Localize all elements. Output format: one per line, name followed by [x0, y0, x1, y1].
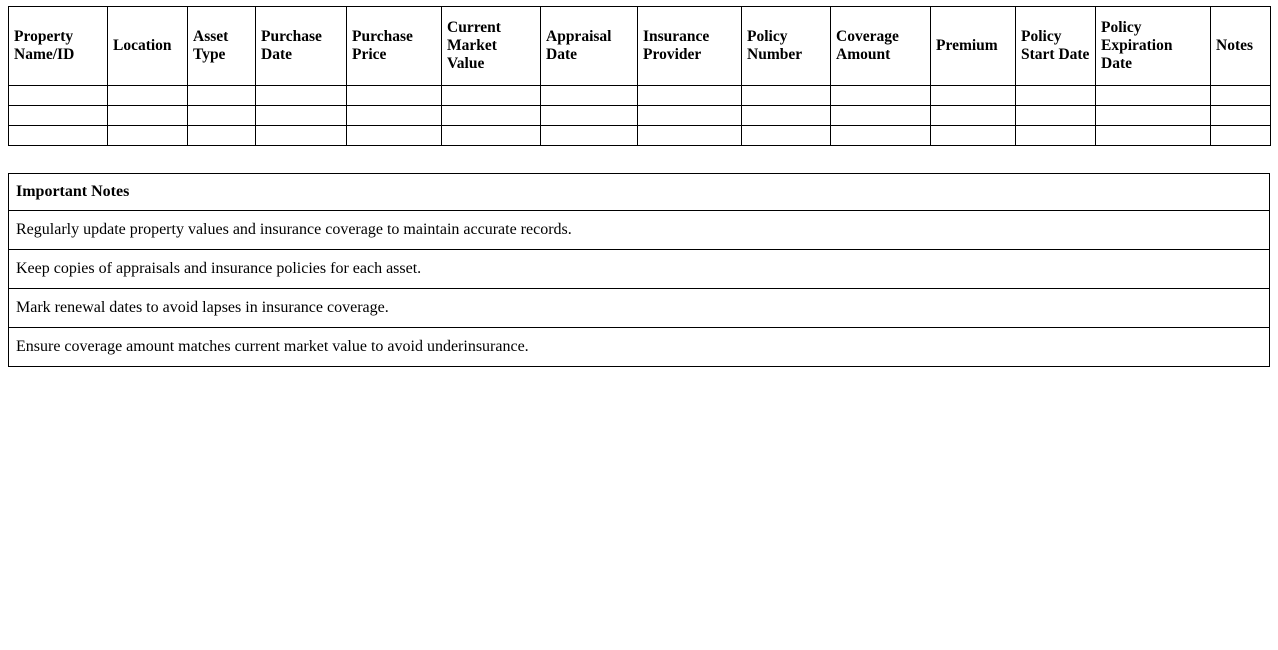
column-header-location: Location [108, 7, 188, 86]
column-header-appraisal-date: Appraisal Date [541, 7, 638, 86]
column-header-insurance-provider: Insurance Provider [638, 7, 742, 86]
empty-cell [1096, 86, 1211, 106]
column-header-notes: Notes [1211, 7, 1271, 86]
empty-cell [1016, 106, 1096, 126]
empty-cell [1211, 86, 1271, 106]
note-item: Ensure coverage amount matches current market value to avoid underinsurance. [9, 328, 1270, 367]
column-header-property-name-id: Property Name/ID [9, 7, 108, 86]
note-row [9, 328, 1270, 367]
empty-row [9, 126, 1271, 146]
empty-cell [188, 86, 256, 106]
empty-row [9, 86, 1271, 106]
empty-cell [188, 126, 256, 146]
empty-cell [9, 86, 108, 106]
column-header-asset-type: Asset Type [188, 7, 256, 86]
empty-cell [442, 126, 541, 146]
empty-cell [108, 86, 188, 106]
empty-cell [742, 106, 831, 126]
column-header-policy-start-date: Policy Start Date [1016, 7, 1096, 86]
empty-cell [442, 106, 541, 126]
notes-header-row [9, 174, 1270, 211]
note-row [9, 211, 1270, 250]
column-header-policy-expiration-date: Policy Expiration Date [1096, 7, 1211, 86]
notes-title: Important Notes [9, 174, 1270, 211]
empty-cell [541, 86, 638, 106]
empty-cell [442, 86, 541, 106]
empty-cell [108, 106, 188, 126]
column-header-policy-number: Policy Number [742, 7, 831, 86]
empty-cell [1096, 106, 1211, 126]
note-item: Mark renewal dates to avoid lapses in insurance coverage. [9, 289, 1270, 328]
empty-cell [347, 106, 442, 126]
note-item: Keep copies of appraisals and insurance policies for each asset. [9, 250, 1270, 289]
empty-cell [256, 126, 347, 146]
empty-cell [931, 86, 1016, 106]
column-header-purchase-date: Purchase Date [256, 7, 347, 86]
column-header-purchase-price: Purchase Price [347, 7, 442, 86]
empty-cell [347, 86, 442, 106]
empty-cell [541, 106, 638, 126]
empty-cell [1096, 126, 1211, 146]
note-row [9, 250, 1270, 289]
empty-cell [1211, 106, 1271, 126]
empty-cell [831, 126, 931, 146]
important-notes-table [8, 173, 1270, 367]
empty-cell [188, 106, 256, 126]
empty-cell [742, 86, 831, 106]
empty-cell [638, 106, 742, 126]
empty-cell [256, 106, 347, 126]
empty-cell [931, 126, 1016, 146]
empty-cell [1016, 86, 1096, 106]
column-header-current-market-value: Current Market Value [442, 7, 541, 86]
empty-cell [9, 106, 108, 126]
empty-cell [638, 86, 742, 106]
asset-table-header-row [9, 7, 1271, 86]
empty-cell [742, 126, 831, 146]
empty-cell [1211, 126, 1271, 146]
note-row [9, 289, 1270, 328]
empty-cell [347, 126, 442, 146]
empty-cell [638, 126, 742, 146]
asset-insurance-table [8, 6, 1271, 146]
column-header-coverage-amount: Coverage Amount [831, 7, 931, 86]
empty-cell [541, 126, 638, 146]
empty-cell [831, 86, 931, 106]
empty-cell [831, 106, 931, 126]
empty-row [9, 106, 1271, 126]
empty-cell [108, 126, 188, 146]
empty-cell [256, 86, 347, 106]
empty-cell [1016, 126, 1096, 146]
empty-cell [931, 106, 1016, 126]
column-header-premium: Premium [931, 7, 1016, 86]
empty-cell [9, 126, 108, 146]
note-item: Regularly update property values and insurance coverage to maintain accurate records. [9, 211, 1270, 250]
